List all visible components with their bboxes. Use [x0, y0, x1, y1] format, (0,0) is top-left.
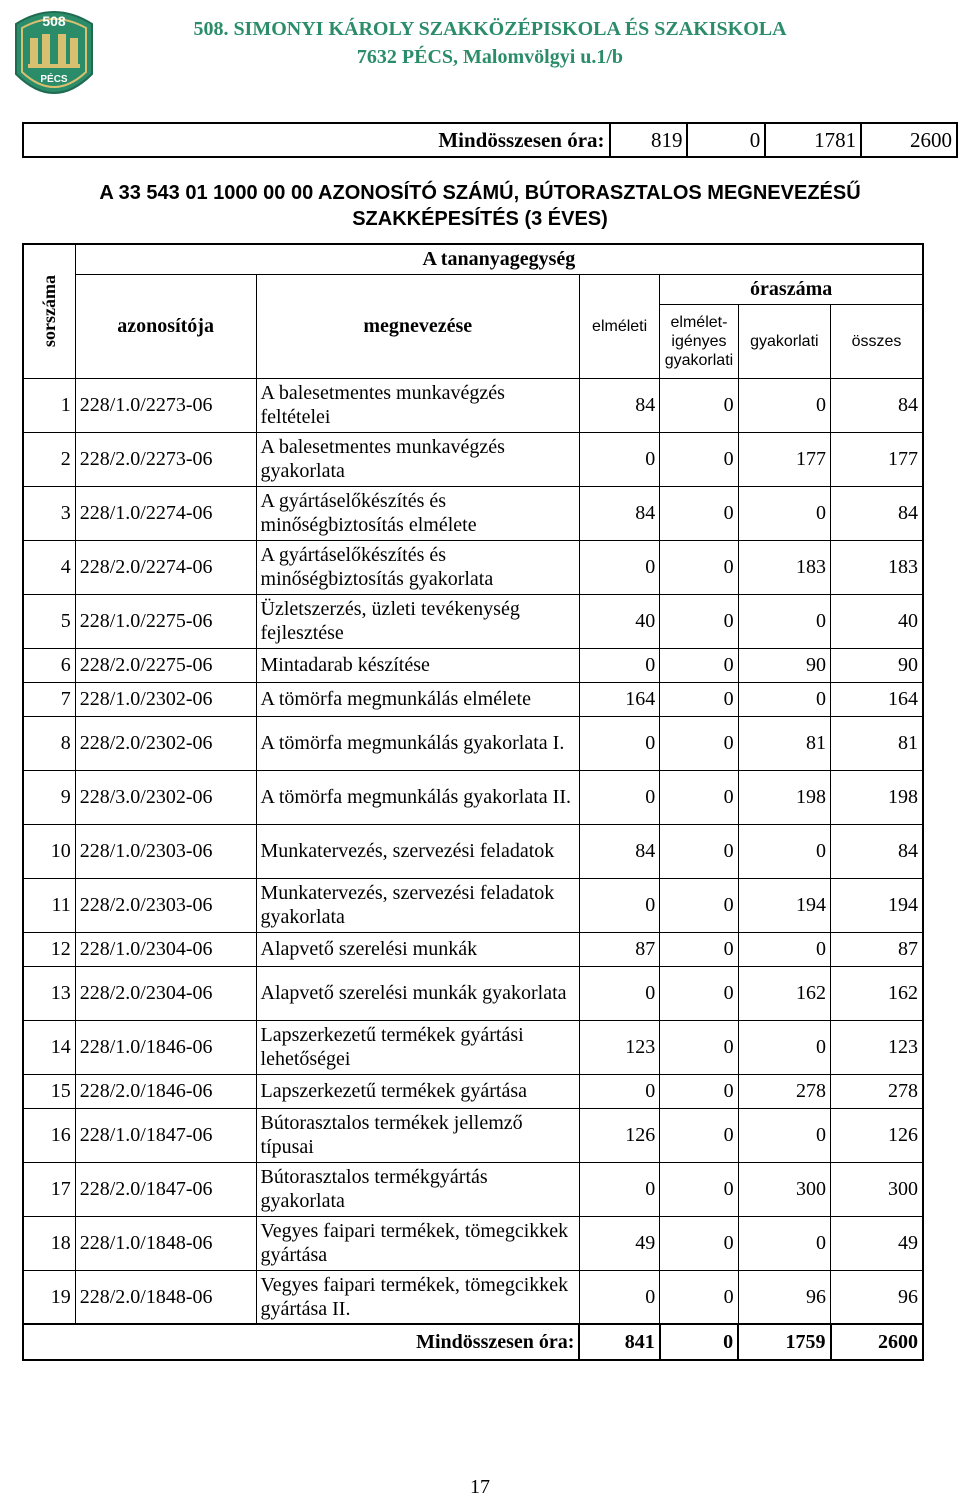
row-name: Üzletszerzés, üzleti tevékenység fejlesztése: [256, 594, 579, 648]
row-osszes: 183: [831, 540, 923, 594]
row-number: 10: [23, 824, 75, 878]
row-elmeletigenyes: 0: [660, 770, 738, 824]
row-number: 12: [23, 932, 75, 966]
section-title-line1: A 33 543 01 1000 00 00 AZONOSÍTÓ SZÁMÚ, BÚTORASZTALOS MEGNEVEZÉSŰ: [99, 182, 861, 204]
row-number: 8: [23, 716, 75, 770]
row-elmeleti: 87: [579, 932, 659, 966]
row-gyakorlati: 183: [738, 540, 830, 594]
top-total-label: Mindösszesen óra:: [23, 123, 610, 157]
row-id: 228/2.0/1848-06: [75, 1270, 256, 1324]
row-id: 228/2.0/2273-06: [75, 432, 256, 486]
row-elmeleti: 123: [579, 1020, 659, 1074]
row-number: 15: [23, 1074, 75, 1108]
row-id: 228/2.0/1847-06: [75, 1162, 256, 1216]
row-osszes: 164: [831, 682, 923, 716]
row-elmeletigenyes: 0: [660, 486, 738, 540]
row-gyakorlati: 0: [738, 1216, 830, 1270]
row-gyakorlati: 0: [738, 932, 830, 966]
row-gyakorlati: 81: [738, 716, 830, 770]
table-row: [23, 716, 923, 770]
table-row: [23, 878, 923, 932]
table-row: [23, 1216, 923, 1270]
row-number: 4: [23, 540, 75, 594]
top-total-elmeleti: 819: [610, 123, 688, 157]
previous-total-table: [22, 122, 958, 158]
row-elmeletigenyes: 0: [660, 432, 738, 486]
row-osszes: 90: [831, 648, 923, 682]
row-gyakorlati: 0: [738, 1020, 830, 1074]
header-azonositoja: azonosítója: [75, 274, 256, 378]
row-elmeletigenyes: 0: [660, 932, 738, 966]
row-elmeleti: 0: [579, 648, 659, 682]
row-elmeleti: 0: [579, 432, 659, 486]
row-elmeleti: 164: [579, 682, 659, 716]
table-row: [23, 682, 923, 716]
table-row: [23, 486, 923, 540]
row-name: A gyártáselőkészítés és minőségbiztosítás elmélete: [256, 486, 579, 540]
row-elmeleti: 0: [579, 540, 659, 594]
row-gyakorlati: 0: [738, 486, 830, 540]
row-number: 1: [23, 378, 75, 432]
header-gyakorlati: gyakorlati: [738, 304, 830, 378]
header-elmeleti: elméleti: [579, 274, 659, 378]
row-elmeletigenyes: 0: [660, 378, 738, 432]
row-elmeletigenyes: 0: [660, 682, 738, 716]
row-gyakorlati: 90: [738, 648, 830, 682]
row-id: 228/3.0/2302-06: [75, 770, 256, 824]
row-elmeletigenyes: 0: [660, 878, 738, 932]
row-elmeletigenyes: 0: [660, 648, 738, 682]
table-row: [23, 648, 923, 682]
row-osszes: 162: [831, 966, 923, 1020]
row-id: 228/2.0/2275-06: [75, 648, 256, 682]
row-osszes: 278: [831, 1074, 923, 1108]
row-number: 18: [23, 1216, 75, 1270]
table-row: [23, 932, 923, 966]
row-elmeleti: 0: [579, 1162, 659, 1216]
row-gyakorlati: 0: [738, 824, 830, 878]
row-gyakorlati: 278: [738, 1074, 830, 1108]
table-body: [23, 378, 923, 1324]
school-name: 508. SIMONYI KÁROLY SZAKKÖZÉPISKOLA ÉS SZAKISKOLA: [193, 18, 787, 40]
row-id: 228/2.0/2274-06: [75, 540, 256, 594]
row-gyakorlati: 0: [738, 594, 830, 648]
row-id: 228/2.0/2304-06: [75, 966, 256, 1020]
row-gyakorlati: 194: [738, 878, 830, 932]
row-name: Munkatervezés, szervezési feladatok gyakorlata: [256, 878, 579, 932]
svg-text:508: 508: [42, 13, 66, 29]
table-row: [23, 540, 923, 594]
row-elmeleti: 84: [579, 824, 659, 878]
table-row: [23, 824, 923, 878]
row-elmeleti: 0: [579, 716, 659, 770]
row-osszes: 96: [831, 1270, 923, 1324]
row-name: Munkatervezés, szervezési feladatok: [256, 824, 579, 878]
row-elmeletigenyes: 0: [660, 1074, 738, 1108]
row-elmeletigenyes: 0: [660, 824, 738, 878]
row-gyakorlati: 162: [738, 966, 830, 1020]
row-elmeletigenyes: 0: [660, 1020, 738, 1074]
row-elmeleti: 0: [579, 1270, 659, 1324]
row-number: 7: [23, 682, 75, 716]
header-osszes: összes: [831, 304, 923, 378]
row-elmeleti: 0: [579, 770, 659, 824]
bottom-total-label: Mindösszesen óra:: [23, 1324, 579, 1360]
row-elmeleti: 84: [579, 486, 659, 540]
row-elmeleti: 126: [579, 1108, 659, 1162]
row-number: 13: [23, 966, 75, 1020]
row-name: Lapszerkezetű termékek gyártása: [256, 1074, 579, 1108]
row-osszes: 123: [831, 1020, 923, 1074]
row-osszes: 177: [831, 432, 923, 486]
row-name: Bútorasztalos termékek jellemző típusai: [256, 1108, 579, 1162]
row-gyakorlati: 300: [738, 1162, 830, 1216]
table-row: [23, 432, 923, 486]
table-row: [23, 1108, 923, 1162]
row-name: Bútorasztalos termékgyártás gyakorlata: [256, 1162, 579, 1216]
row-gyakorlati: 96: [738, 1270, 830, 1324]
svg-text:PÉCS: PÉCS: [40, 74, 68, 85]
row-elmeletigenyes: 0: [660, 1108, 738, 1162]
row-osszes: 84: [831, 378, 923, 432]
row-osszes: 126: [831, 1108, 923, 1162]
row-id: 228/1.0/2304-06: [75, 932, 256, 966]
page-number: 17: [470, 1476, 490, 1498]
row-elmeleti: 49: [579, 1216, 659, 1270]
row-number: 6: [23, 648, 75, 682]
row-elmeleti: 0: [579, 878, 659, 932]
row-name: A tömörfa megmunkálás elmélete: [256, 682, 579, 716]
row-name: A balesetmentes munkavégzés gyakorlata: [256, 432, 579, 486]
row-number: 16: [23, 1108, 75, 1162]
row-id: 228/1.0/2303-06: [75, 824, 256, 878]
row-id: 228/1.0/1848-06: [75, 1216, 256, 1270]
row-name: Mintadarab készítése: [256, 648, 579, 682]
row-number: 9: [23, 770, 75, 824]
row-name: A tömörfa megmunkálás gyakorlata II.: [256, 770, 579, 824]
row-name: A balesetmentes munkavégzés feltételei: [256, 378, 579, 432]
row-elmeleti: 40: [579, 594, 659, 648]
row-number: 3: [23, 486, 75, 540]
table-row: [23, 378, 923, 432]
row-name: Vegyes faipari termékek, tömegcikkek gyártása: [256, 1216, 579, 1270]
bottom-total-elmeletigenyes: 0: [660, 1324, 738, 1360]
bottom-total-gyakorlati: 1759: [738, 1324, 830, 1360]
row-number: 11: [23, 878, 75, 932]
section-title: [20, 180, 940, 232]
row-elmeletigenyes: 0: [660, 540, 738, 594]
row-osszes: 40: [831, 594, 923, 648]
row-elmeletigenyes: 0: [660, 1270, 738, 1324]
header-tananyagegyseg: A tananyagegység: [75, 244, 923, 274]
row-name: Alapvető szerelési munkák: [256, 932, 579, 966]
row-elmeleti: 0: [579, 1074, 659, 1108]
row-name: Lapszerkezetű termékek gyártási lehetőségei: [256, 1020, 579, 1074]
row-id: 228/1.0/2274-06: [75, 486, 256, 540]
row-gyakorlati: 177: [738, 432, 830, 486]
row-number: 5: [23, 594, 75, 648]
row-id: 228/1.0/2273-06: [75, 378, 256, 432]
top-total-elmeletigenyes: 0: [687, 123, 765, 157]
header-sorszama: sorszáma: [23, 244, 75, 378]
row-elmeletigenyes: 0: [660, 1162, 738, 1216]
table-row: [23, 1020, 923, 1074]
row-number: 19: [23, 1270, 75, 1324]
row-elmeletigenyes: 0: [660, 594, 738, 648]
row-gyakorlati: 0: [738, 1108, 830, 1162]
row-elmeletigenyes: 0: [660, 1216, 738, 1270]
row-gyakorlati: 0: [738, 682, 830, 716]
table-row: [23, 770, 923, 824]
header-megnevezese: megnevezése: [256, 274, 579, 378]
row-elmeleti: 84: [579, 378, 659, 432]
section-title-line2: SZAKKÉPESÍTÉS (3 ÉVES): [352, 208, 608, 230]
bottom-total-elmeleti: 841: [579, 1324, 659, 1360]
row-osszes: 84: [831, 486, 923, 540]
table-row: [23, 1270, 923, 1324]
row-number: 14: [23, 1020, 75, 1074]
school-address: 7632 PÉCS, Malomvölgyi u.1/b: [356, 46, 624, 68]
header-elmeletigenyes: elmélet- igényes gyakorlati: [660, 304, 738, 378]
top-total-osszes: 2600: [861, 123, 957, 157]
row-elmeleti: 0: [579, 966, 659, 1020]
row-osszes: 81: [831, 716, 923, 770]
document-header: [0, 0, 960, 110]
row-id: 228/2.0/2303-06: [75, 878, 256, 932]
table-row: [23, 966, 923, 1020]
row-id: 228/1.0/1847-06: [75, 1108, 256, 1162]
row-name: Vegyes faipari termékek, tömegcikkek gyártása II.: [256, 1270, 579, 1324]
row-osszes: 300: [831, 1162, 923, 1216]
curriculum-table: [22, 243, 924, 1361]
row-number: 2: [23, 432, 75, 486]
row-id: 228/1.0/1846-06: [75, 1020, 256, 1074]
row-elmeletigenyes: 0: [660, 716, 738, 770]
header-oraszama: óraszáma: [660, 274, 923, 304]
row-name: Alapvető szerelési munkák gyakorlata: [256, 966, 579, 1020]
row-osszes: 49: [831, 1216, 923, 1270]
school-logo: [6, 4, 102, 108]
row-gyakorlati: 198: [738, 770, 830, 824]
table-row: [23, 1074, 923, 1108]
row-name: A tömörfa megmunkálás gyakorlata I.: [256, 716, 579, 770]
table-row: [23, 594, 923, 648]
row-osszes: 84: [831, 824, 923, 878]
row-id: 228/2.0/2302-06: [75, 716, 256, 770]
row-id: 228/1.0/2302-06: [75, 682, 256, 716]
row-id: 228/2.0/1846-06: [75, 1074, 256, 1108]
row-number: 17: [23, 1162, 75, 1216]
row-osszes: 198: [831, 770, 923, 824]
row-gyakorlati: 0: [738, 378, 830, 432]
row-name: A gyártáselőkészítés és minőségbiztosítás gyakorlata: [256, 540, 579, 594]
bottom-total-osszes: 2600: [831, 1324, 923, 1360]
row-elmeletigenyes: 0: [660, 966, 738, 1020]
row-id: 228/1.0/2275-06: [75, 594, 256, 648]
table-row: [23, 1162, 923, 1216]
top-total-gyakorlati: 1781: [765, 123, 861, 157]
row-osszes: 87: [831, 932, 923, 966]
row-osszes: 194: [831, 878, 923, 932]
